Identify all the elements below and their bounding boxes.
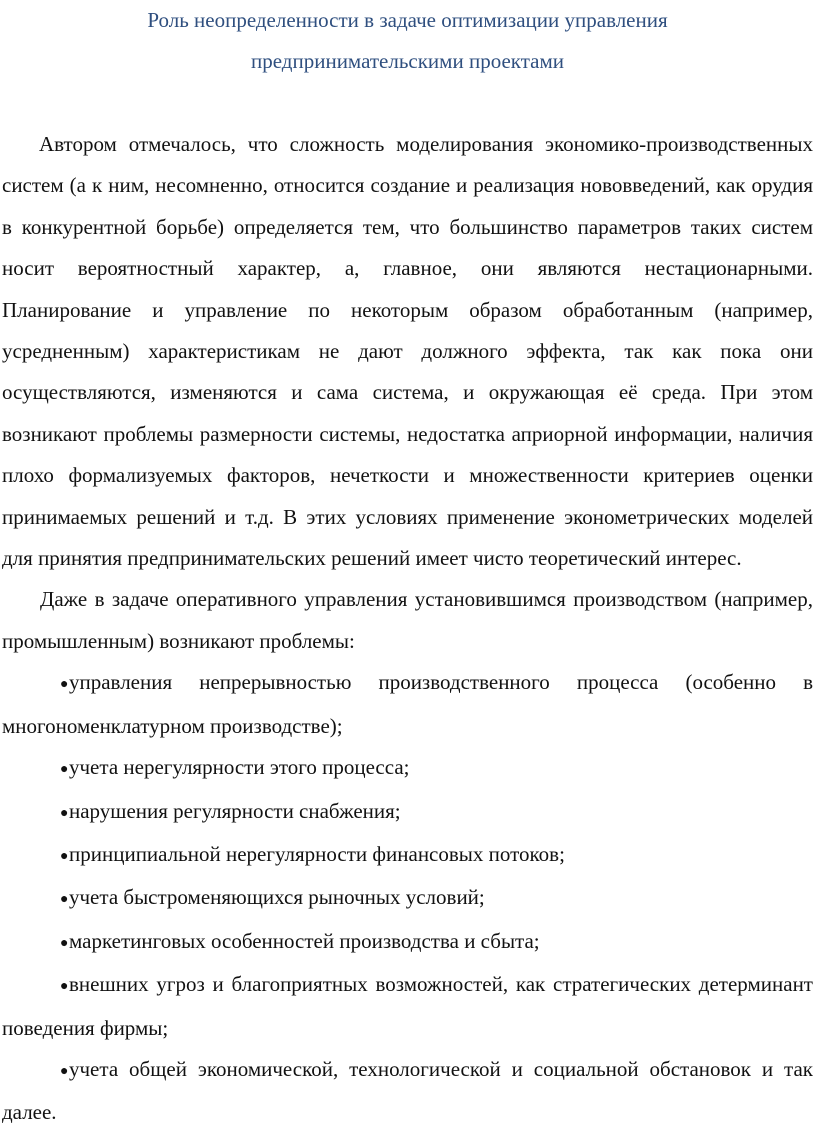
paragraph-1: Автором отмечалось, что сложность моделирования экономико-производственных систем (а к ним, несомненно, относится создание и реализация нововведений, как орудия в конкурентной борьбе) определяется тем, что большинство параметров таких систем носит вероятностный характер, а, главное, они являются нестационарными. Планирование и управление по некоторым образом обработанным (например, усредненным) характеристикам не дают должного эффекта, так как пока они осуществляются, изменяются и сама система, и окружающая её среда. При этом возникают проблемы размерности системы, недостатка априорной информации, наличия плохо формализуемых факторов, нечеткости и множественности критериев оценки принимаемых решений и т.д. В этих условиях применение эконометрических моделей для принятия предпринимательских решений имеет чисто теоретический интерес. <box>2 132 813 571</box>
list-item-text: учета общей экономической, технологической и социальной обстановок и так далее. <box>2 1056 813 1125</box>
list-item-text: учета нерегулярности этого процесса; <box>69 755 410 780</box>
document-title <box>2 0 813 82</box>
list-item-text: учета быстроменяющихся рыночных условий; <box>69 885 485 910</box>
bullet-icon: ● <box>60 848 69 864</box>
bullet-icon: ● <box>60 677 69 693</box>
title-line-1: Роль неопределенности в задаче оптимизации управления <box>147 8 668 32</box>
list-item <box>2 747 813 790</box>
list-item-text: маркетинговых особенностей производства и сбыта; <box>69 928 540 953</box>
paragraph-2: Даже в задаче оперативного управления установившимся производством (например, промышленным) возникают проблемы: <box>2 587 813 653</box>
bullet-icon: ● <box>60 979 69 995</box>
list-item <box>2 921 813 964</box>
list-item-text: управления непрерывностью производственного процесса (особенно в многономенклатурном производстве); <box>2 670 813 738</box>
list-item <box>2 834 813 877</box>
list-item-text: принципиальной нерегулярности финансовых потоков; <box>69 841 565 866</box>
list-item <box>2 877 813 920</box>
list-item-text: нарушения регулярности снабжения; <box>69 798 401 823</box>
bullet-icon: ● <box>60 805 69 821</box>
problems-list <box>2 662 813 1133</box>
list-item-text: внешних угроз и благоприятных возможностей, как стратегических детерминант поведения фирмы; <box>2 972 813 1040</box>
title-spacer <box>2 82 813 124</box>
list-item <box>2 964 813 1049</box>
list-item <box>2 791 813 834</box>
bullet-icon: ● <box>60 1063 69 1079</box>
bullet-icon: ● <box>60 892 69 908</box>
list-item <box>2 1049 813 1134</box>
bullet-icon: ● <box>60 762 69 778</box>
bullet-icon: ● <box>60 935 69 951</box>
list-item <box>2 662 813 747</box>
title-line-2: предпринимательскими проектами <box>251 49 564 73</box>
